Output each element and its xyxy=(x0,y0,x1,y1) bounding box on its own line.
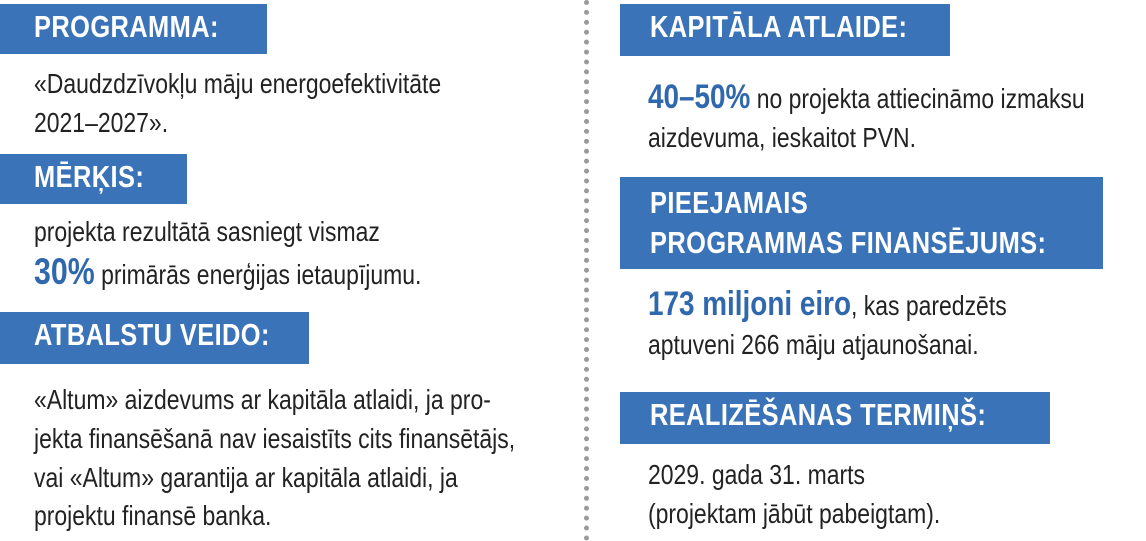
kapitala-percent-highlight: 40–50% xyxy=(648,78,751,116)
atbalstu-line-3 xyxy=(34,458,551,497)
kapitala-line-2 xyxy=(648,118,975,157)
atbalstu-text-4: projektu finansē banka. xyxy=(34,500,272,531)
programma-text-1: «Daudzdzīvokļu māju energoefektivitāte xyxy=(34,68,442,99)
pieejamais-amount-highlight: 173 miljoni eiro xyxy=(648,285,851,323)
termins-text-2: (projektam jābūt pabeigtam). xyxy=(648,498,941,529)
atbalstu-line-2 xyxy=(34,419,621,458)
kapitala-line-1 xyxy=(648,78,1146,118)
realizesanas-termins-header xyxy=(620,392,1050,444)
atbalstu-veido-header xyxy=(0,312,309,364)
merkis-header-label: MĒRĶIS: xyxy=(34,159,145,194)
atbalstu-line-4 xyxy=(34,496,324,535)
kapitala-atlaide-header xyxy=(620,4,950,56)
atbalstu-text-2: jekta finansēšanā nav iesaistīts cits finansētājs, xyxy=(34,423,516,454)
pieejamais-line-1 xyxy=(648,285,1085,325)
merkis-header xyxy=(0,154,187,204)
atbalstu-text-1: «Altum» aizdevums ar kapitāla atlaidi, ja pro- xyxy=(34,384,491,415)
kapitala-text-2: aizdevuma, ieskaitot PVN. xyxy=(648,122,916,153)
pieejamais-header-label-1: PIEEJAMAIS xyxy=(650,185,809,220)
programma-line-2 xyxy=(34,103,198,142)
programma-text-2: 2021–2027». xyxy=(34,107,169,138)
merkis-percent-highlight: 30% xyxy=(34,251,95,292)
termins-header-label: REALIZĒŠANAS TERMIŅŠ: xyxy=(650,397,987,432)
merkis-text-2: primārās enerģijas ietaupījumu. xyxy=(94,259,422,290)
kapitala-text-1: no projekta attiecināmo izmaksu xyxy=(750,83,1085,114)
programma-line-1 xyxy=(34,64,531,103)
kapitala-atlaide-header-label: KAPITĀLA ATLAIDE: xyxy=(650,9,908,44)
pieejamais-line-2 xyxy=(648,325,1051,364)
pieejamais-header xyxy=(620,177,1103,269)
merkis-line-1 xyxy=(34,212,456,251)
pieejamais-text-2: aptuveni 266 māju atjaunošanai. xyxy=(648,329,979,360)
programma-header-label: PROGRAMMA: xyxy=(34,9,219,44)
atbalstu-veido-header-label: ATBALSTU VEIDO: xyxy=(34,317,270,352)
merkis-text-1: projekta rezultātā sasniegt vismaz xyxy=(34,216,380,247)
termins-text-1: 2029. gada 31. marts xyxy=(648,459,865,490)
termins-line-1 xyxy=(648,455,913,494)
merkis-line-2 xyxy=(34,252,506,294)
programma-header xyxy=(0,4,267,54)
termins-line-2 xyxy=(648,494,1004,533)
pieejamais-header-label-2: PROGRAMMAS FINANSĒJUMS: xyxy=(650,225,1047,260)
atbalstu-line-1 xyxy=(34,380,591,419)
column-divider xyxy=(584,0,589,541)
atbalstu-text-3: vai «Altum» garantija ar kapitāla atlaidi, ja xyxy=(34,462,458,493)
pieejamais-text-1: , kas paredzēts xyxy=(850,290,1007,321)
